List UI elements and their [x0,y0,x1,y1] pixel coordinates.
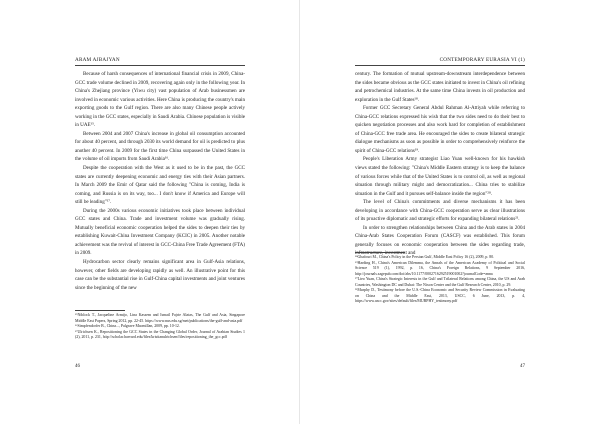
paragraph: Between 2004 and 2007 China's increase in global oil consumption accounted for about 40 percent, and through 2030 its world demand for oil is predicted to plus another 40 percent. In 2009 for the first time China surpassed the United States in the volume of oil imports from Saudi Arabia¹⁶. [75,130,245,163]
paragraph: Despite the cooperation with the West as it used to be in the past, the GCC states are currently deepening economic and energy ties with their Asian partners. In March 2009 the Emir of Qatar said the following "China is coming, India is coming, and Russia is on its way, too... I don't know if America and Europe will still be leading"¹⁷. [75,165,245,206]
paragraph: Hydrocarbon sector clearly remains significant area in Gulf-Asia relations, however, other fields are developing rapidly as well. An illustrative point for this case can be the substantial rise in Gulf-China capital investments and joint ventures since the beginning of the new [75,259,245,291]
body-text-left [75,70,245,292]
running-head-right: CONTEMPORARY EURASIA VI (1) [439,57,525,63]
paragraph: During the 2000s various economic initiatives took place between individual GCC states and China. Trade and investment volume was gradually rising. Mutually beneficial economic cooperation helped the sides to deepen their ties by establishing Kuwait-China Investment Company (KCIC) in 2005. Another notable achievement was the revival of interest in GCC-China Free Trade Agreement (FTA) in 2009. [75,207,245,257]
paragraph: Because of harsh consequences of international financial crisis in 2009, China-GCC trade volume declined in 2009, recovering again only in the following year. In China's Zhejiang province (Yiwu city) vast population of Arab businessmen are involved in economic various activities. Here China is producing the country's main exporting goods to the Gulf region. There are also many Chinese people actively working in the GCC states, especially in Saudi Arabia. Chinese population is visible in UAE¹⁵. [75,71,245,129]
page-number-right: 47 [520,364,525,369]
right-page [300,0,600,424]
footnote: ²¹Murphy D., Testimony before the U.S.-China Economic and Security Review Commission in Evaluating on China and the Middle East, 2013, USCC, 6 June, 2013, p. 4, https://www.uscc.gov/sites/default/files/MURPHY_testimony.pdf [355,288,525,303]
footnote-rule-left [75,310,125,311]
footnote: ²⁰Lieo Yuan, China's Strategic Interests in the Gulf and Trilateral Relations among China, the US and Arab Countries, Washington DC and Dubai: The Nixon Center and the Gulf Research Center, 2010, p. 29. [355,277,525,287]
footnote: ¹⁹Harding H., China's American Dilemma, the Annals of the American Academy of Political and Social Science 519 (1), 1992, p. 16, China's Foreign Relations, 9 September 2016, http://journals.sagepub.com/doi/abs/10.1177/0002716292519001002?journalCode=anna [355,260,525,276]
footnotes-left [75,313,245,341]
paragraph: In order to strengthen relationships between China and the Arab states in 2004 China-Arab States Cooperation Forum (CASCF) was established. This forum generally focuses on economic cooperation between the sides regarding trade, infrastructure, investment and [355,224,525,257]
paragraph: People's Liberation Army strategist Liao Yuan well-known for his hawkish views stated the following: "China's Middle Eastern strategy is to keep the balance of various forces while that of the United States is to control oil, as well as regional situation through military might and democratization... China tries to stabilize situation in the Gulf and it pursues self-balance inside the region"²⁰. [355,156,525,197]
footnotes-right [355,255,525,305]
body-text-right [355,70,525,258]
header-rule-right [355,65,525,66]
paragraph: century. The formation of mutual upstream-downstream interdependence between the sides became obvious as the GCC states initiated to invest in China's oil refining and petrochemical industries. At the same time China invests in oil production and exploration in the Gulf States¹⁸. [355,71,525,103]
footnote: ¹⁶Simpfendorfer B., China..., Palgrave Macmillan, 2009, pp. 10-12. [75,324,180,328]
running-head-left: ARAM AJBAJYAN [75,57,120,63]
paragraph: The level of China's commitments and diverse mechanisms it has been developing in accordance with China-GCC cooperation serve as clear illustrations of its proactive diplomatic and strategic efforts for expanding bilateral relations²¹. [355,199,525,223]
footnote: ¹⁸Ghafouri M., China's Policy in the Persian Gulf, Middle East Policy 16 (2), 2009, p. 80. [355,255,495,259]
footnote: ¹⁷Ulrichsen K., Repositioning the GCC States in the Changing Global Order, Journal of Arabian Studies 1 (2), 2011, p. 231, http://scholar.harvard.edu/files/kristianulrichsen/files/repositioning_the_gcc.pdf [75,329,245,339]
footnote-rule-right [355,252,405,253]
paragraph: Former GCC Secretary General Abdul Rahman Al-Attiyah while referring to China-GCC relations expressed his wish that the two sides need to do their best to quicken negotiation processes and also work hard for completion of establishment of China-GCC free trade area. He encouraged the sides to create bilateral strategic dialogue mechanisms as soon as possible in order to comprehensively reinforce the spirit of China-GCC relations¹⁹. [355,105,525,154]
footnote: ¹⁵Niblock T., Jacqueline Armijo, Lina Kassem and Ismail Fajrie Alatas, The Gulf and Asia, Singapore Middle East Papers, Spring 2012, pp. 22-45. https://www.nus.edu.sg/mei/publications/the-gulf-and-asia.pdf [75,313,245,323]
header-rule-left [75,65,245,66]
page-number-left: 46 [75,364,80,369]
